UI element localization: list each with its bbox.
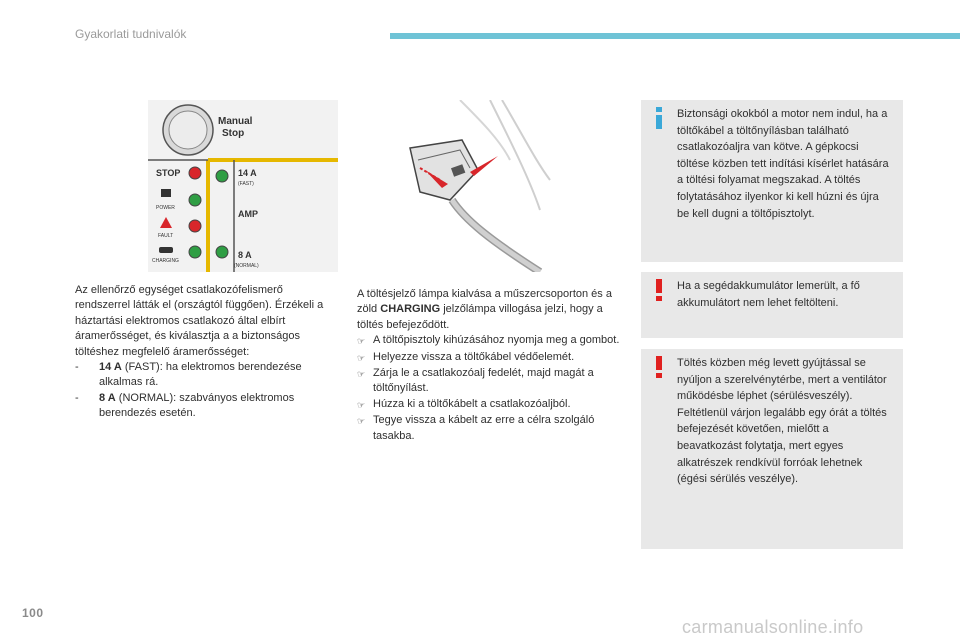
page-number: 100 (22, 606, 44, 620)
dash-mark: - (75, 391, 79, 404)
power-label: POWER (156, 205, 175, 211)
hand-pointer-icon: ☞ (357, 352, 366, 363)
column-2-text (357, 287, 627, 444)
list-item (75, 391, 335, 422)
manual-stop-label-line1: Manual (218, 116, 253, 127)
warning-icon (652, 279, 666, 301)
charging-plug-illustration (390, 100, 558, 272)
col2-intro: A töltésjelző lámpa kialvása a műszercsoporton és a zöld CHARGING jelzőlámpa villogása jelzi, hogy a töltés befejeződött. (357, 288, 612, 331)
info-icon (652, 107, 666, 129)
info-box-text: Biztonsági okokból a motor nem indul, ha a töltőkábel a töltőnyílásban található csatlakozóaljra van kötve. A gépkocsi töltése közben tett indítási kísérlet hatására a töltési folyamat megszakad. A töltés folytatásához ilyenkor ki kell húzni és újra be kell dugni a töltőpisztolyt. (677, 108, 889, 220)
charging-label: CHARGING (152, 258, 179, 264)
manual-stop-label-line2: Stop (222, 128, 245, 139)
list-item: ☞ Helyezze vissza a töltőkábel védőelemét. (357, 350, 627, 366)
fault-label: FAULT (158, 233, 174, 239)
col1-intro: Az ellenőrző egységet csatlakozófelismerő rendszerrel látták el (országtól függően). Érzékeli a háztartási elektromos csatlakozó által elbírt áramerősséget, és kiválasztja a a biztonságos töltéshez megfelelő áramerősséget: (75, 284, 324, 358)
amp-14-lamp-icon (216, 170, 228, 182)
list-item: ☞ Húzza ki a töltőkábelt a csatlakozóaljból. (357, 397, 627, 413)
watermark: carmanualsonline.info (682, 617, 864, 637)
header-accent-bar (390, 33, 960, 39)
warning-box (641, 272, 903, 338)
page-header-title: Gyakorlati tudnivalók (75, 27, 187, 41)
stop-label: STOP (156, 168, 181, 178)
list-item (75, 360, 335, 391)
stop-lamp-icon (189, 167, 201, 179)
amp-8-lamp-icon (216, 246, 228, 258)
charging-bold-word: CHARGING (380, 303, 441, 316)
warning-box (641, 349, 903, 549)
fault-lamp-icon (189, 220, 201, 232)
power-house-icon (161, 189, 171, 197)
warning-box-text: Ha a segédakkumulátor lemerült, a fő akkumulátort nem lehet feltölteni. (677, 280, 860, 309)
warning-box-text: Töltés közben még levett gyújtással se nyúljon a szerelvénytérbe, mert a ventilátor működésbe léphet (sérülésveszély). Feltétlenül várjon legalább egy órát a töltés befejezését követően, mielőtt a beavatkozást folytatja, mert egyes alkatrészek rendkívül forróak lehetnek (égési sérülés veszélye). (677, 357, 887, 486)
hand-pointer-icon: ☞ (357, 399, 366, 410)
plug-svg (390, 100, 558, 272)
charging-gun-icon (410, 140, 478, 200)
hand-pointer-icon: ☞ (357, 336, 366, 347)
panel-svg (148, 100, 338, 272)
list-item: ☞ Zárja le a csatlakozóalj fedelét, majd magát a töltőnyílást. (357, 366, 627, 397)
power-lamp-icon (189, 194, 201, 206)
list-item: ☞ A töltőpisztoly kihúzásához nyomja meg a gombot. (357, 333, 627, 349)
item-text: (NORMAL): szabványos elektromos berendezés esetén. (99, 391, 295, 420)
amp-8-label: 8 A (238, 250, 252, 260)
charging-lamp-icon (189, 246, 201, 258)
item-bold: 14 A (99, 361, 122, 374)
charging-car-icon (159, 247, 173, 253)
normal-label: (NORMAL) (234, 263, 259, 269)
amp-label: AMP (238, 209, 258, 219)
info-box (641, 100, 903, 262)
item-text: (FAST): ha elektromos berendezése alkalmas rá. (99, 361, 302, 389)
list-item: ☞ Tegye vissza a kábelt az erre a célra szolgáló tasakba. (357, 413, 627, 444)
hand-pointer-icon: ☞ (357, 369, 366, 380)
column-1-text (75, 283, 335, 422)
dash-mark: - (75, 361, 79, 374)
amp-14-label: 14 A (238, 168, 257, 178)
charging-unit-panel-illustration (148, 100, 338, 272)
item-bold: 8 A (99, 391, 116, 404)
fast-label: (FAST) (238, 181, 254, 187)
hand-pointer-icon: ☞ (357, 416, 366, 427)
warning-icon (652, 356, 666, 378)
